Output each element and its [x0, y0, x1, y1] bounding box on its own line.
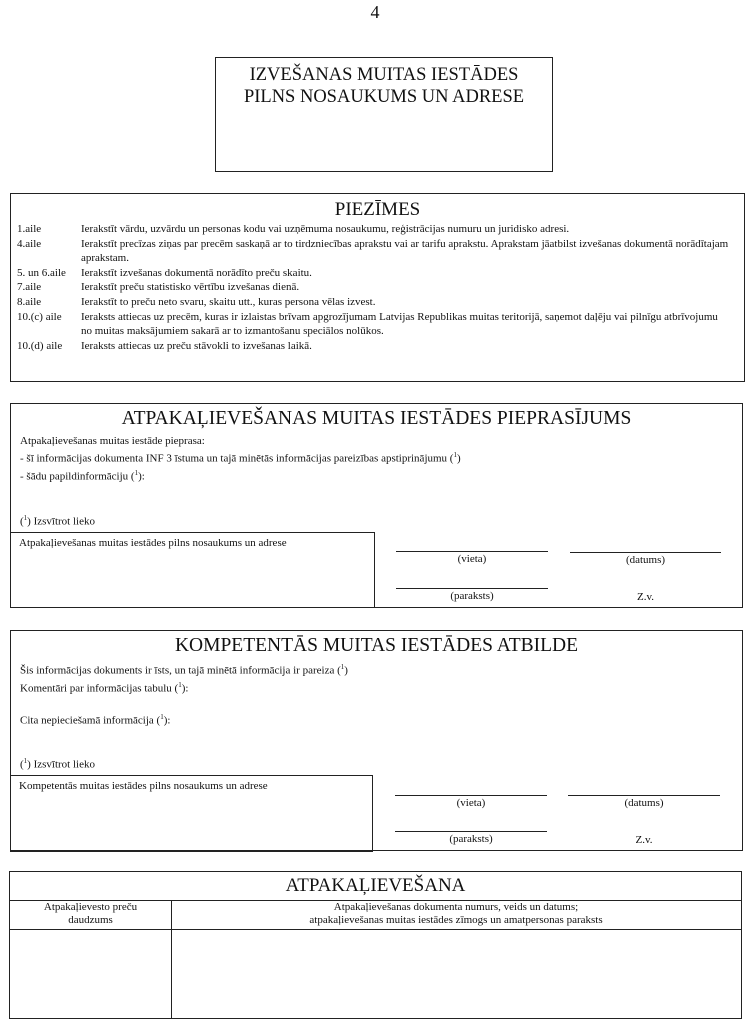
- document-column-header: [171, 900, 741, 930]
- reimport-request-intro: Atpakaļievešanas muitas iestāde pieprasa:: [20, 435, 205, 447]
- signature-line[interactable]: [396, 588, 548, 589]
- footnote-mark: 1: [134, 469, 139, 478]
- note-item: [17, 310, 744, 339]
- note-text: Ierakstīt vārdu, uzvārdu un personas kodu vai uzņēmuma nosaukumu, reģistrācijas numuru un juridisko adresi.: [81, 223, 570, 235]
- note-item: [17, 339, 744, 354]
- competent-office-name-box[interactable]: [10, 775, 373, 852]
- competent-response-line2[interactable]: Komentāri par informācijas tabulu ($^1$):: [20, 680, 189, 695]
- place-line[interactable]: [395, 795, 547, 796]
- export-office-box[interactable]: [215, 57, 553, 172]
- export-office-title-line2: PILNS NOSAUKUMS UN ADRESE: [243, 87, 525, 107]
- competent-response-line1-text: Šis informācijas dokuments ir īsts, un tajā minētā informācija ir pareiza (: [20, 664, 341, 677]
- competent-office-name-label: Kompetentās muitas iestādes pilns nosaukums un adrese: [19, 780, 268, 792]
- footnote-mark: 1: [23, 514, 28, 522]
- date-line[interactable]: [570, 552, 721, 553]
- footnote-mark: 1: [178, 680, 182, 689]
- competent-response-footnote: ($^1$) Izsvītrot lieko: [20, 757, 95, 771]
- note-key: 5. un 6.aile: [17, 266, 66, 279]
- export-office-title-line1: IZVEŠANAS MUITAS IESTĀDES: [249, 65, 519, 85]
- reimport-request-line1-text: - šī informācijas dokumenta INF 3 īstuma un tajā minētās informācijas pareizības apstiprinājumu (: [20, 452, 454, 465]
- note-key: 10.(c) aile: [17, 310, 62, 323]
- reimport-request-footnote: ($^1$) Izsvītrot lieko: [20, 514, 95, 528]
- competent-response-line2-text: Komentāri par informācijas tabulu (: [20, 682, 179, 695]
- footnote-mark: 1: [340, 663, 345, 671]
- note-key: 4.aile: [17, 237, 42, 250]
- quantity-cell[interactable]: [10, 930, 171, 1018]
- quantity-header-line2: daudzums: [68, 914, 113, 926]
- footnote-mark: 1: [453, 451, 457, 460]
- signature-label: (paraksts): [449, 833, 493, 845]
- note-text: Ierakstīt izvešanas dokumentā norādīto preču skaitu.: [81, 266, 312, 279]
- note-text: Ierakstīt to preču neto svaru, skaitu utt., kuras persona vēlas izvest.: [81, 295, 376, 308]
- notes-section: [10, 193, 745, 382]
- note-text: Ieraksts attiecas uz preču stāvokli to izvešanas laikā.: [81, 339, 312, 352]
- quantity-header-line1: Atpakaļievesto preču: [43, 901, 138, 913]
- footnote-text: ) Izsvītrot lieko: [27, 515, 95, 528]
- note-text: Ierakstīt preču statistisko vērtību izvešanas dienā.: [81, 281, 300, 294]
- competent-response-line1[interactable]: Šis informācijas dokuments ir īsts, un tajā minētā informācija ir pareiza ($^1$): [20, 663, 348, 677]
- note-item: [17, 222, 744, 237]
- reimport-request-line2-text: - šādu papildinformāciju (: [20, 470, 135, 483]
- competent-response-title: KOMPETENTĀS MUITAS IESTĀDES ATBILDE: [174, 635, 579, 656]
- reimport-office-name-label: Atpakaļievešanas muitas iestādes pilns nosaukums un adrese: [19, 537, 287, 549]
- signature-label: (paraksts): [450, 590, 494, 602]
- document-header-line1: Atpakaļievešanas dokumenta numurs, veids un datums;: [333, 901, 579, 913]
- date-line[interactable]: [568, 795, 720, 796]
- stamp-label: Z.v.: [636, 591, 654, 603]
- note-key: 10.(d) aile: [17, 339, 63, 352]
- note-text: Ieraksts attiecas uz precēm, kuras ir izlaistas brīvam apgrozījumam Latvijas Republikas muitas teritorijā, saņemot daļēju vai pilnīgu atbrīvojumu no muitas maksājumiem sakarā ar to izmantošanu speciālos nolūkos.: [81, 310, 718, 338]
- footnote-text: ) Izsvītrot lieko: [27, 758, 95, 771]
- notes-list: [17, 222, 744, 353]
- note-item: [17, 280, 744, 295]
- footnote-mark: 1: [160, 712, 164, 721]
- stamp-label: Z.v.: [635, 834, 653, 846]
- note-key: 8.aile: [17, 295, 42, 308]
- competent-response-line3[interactable]: Cita nepieciešamā informācija ($^1$):: [20, 712, 171, 727]
- reimport-request-line2[interactable]: - šādu papildinformāciju ($^1$):: [20, 469, 145, 483]
- page-number: 4: [370, 2, 380, 22]
- document-cell[interactable]: [172, 930, 741, 1018]
- reimport-request-title: ATPAKAĻIEVEŠANAS MUITAS IESTĀDES PIEPRASĪJUMS: [121, 408, 632, 429]
- signature-line[interactable]: [395, 831, 547, 832]
- note-item: [17, 237, 744, 266]
- place-label: (vieta): [456, 797, 486, 809]
- place-line[interactable]: [396, 551, 548, 552]
- quantity-column-header: [10, 900, 171, 930]
- reimportation-title: ATPAKAĻIEVEŠANA: [10, 872, 741, 901]
- place-label: (vieta): [457, 553, 487, 565]
- note-item: [17, 295, 744, 310]
- date-label: (datums): [624, 797, 664, 809]
- note-text: Ierakstīt precīzas ziņas par precēm saskaņā ar to tirdzniecības aprakstu vai ar tarifu aprakstu. Aprakstam jāatbilst izvešanas dokumentā norādītajam aprakstam.: [81, 237, 729, 265]
- reimport-request-line1[interactable]: - šī informācijas dokumenta INF 3 īstuma un tajā minētās informācijas pareizības apstiprinājumu ($^1$): [20, 451, 461, 465]
- note-key: 7.aile: [17, 281, 42, 294]
- competent-response-line3-text: Cita nepieciešamā informācija (: [20, 714, 161, 727]
- footnote-mark: 1: [23, 757, 28, 765]
- reimport-office-name-box[interactable]: [10, 532, 375, 608]
- document-header-line2: atpakaļievešanas muitas iestādes zīmogs un amatpersonas paraksts: [309, 914, 603, 926]
- notes-title: PIEZĪMES: [334, 199, 421, 220]
- date-label: (datums): [625, 554, 666, 566]
- note-key: 1.aile: [17, 223, 42, 235]
- competent-response-section: [10, 630, 743, 851]
- reimportation-table: [9, 871, 742, 1019]
- note-item: [17, 266, 744, 281]
- reimport-request-section: [10, 403, 743, 608]
